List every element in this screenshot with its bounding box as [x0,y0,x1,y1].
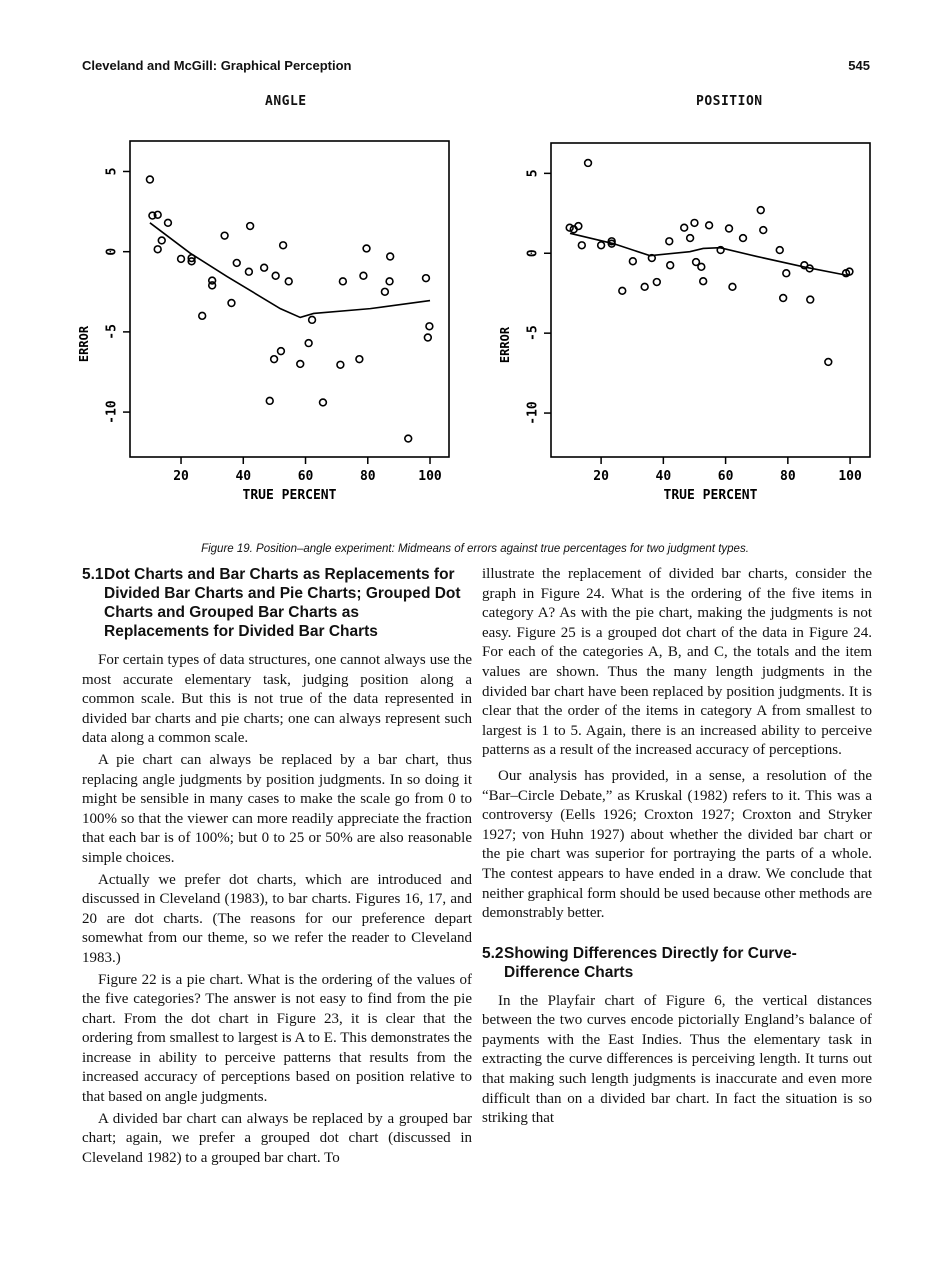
data-point [381,288,388,295]
section-heading-5-1 [82,565,472,641]
y-tick-label: 0 [525,249,541,258]
x-tick-label: 100 [838,469,862,484]
data-point [245,268,252,275]
position-chart [490,130,890,515]
data-point [687,235,694,242]
data-point [585,160,592,167]
angle-chart [60,130,460,515]
data-point [729,283,736,290]
data-point [424,334,431,341]
y-axis-label: ERROR [498,326,512,364]
data-point [363,245,370,252]
data-point [305,340,312,347]
y-tick-label: 0 [104,247,120,256]
data-point [278,348,285,355]
y-axis-label: ERROR [77,325,91,363]
data-point [261,264,268,271]
data-point [178,255,185,262]
y-tick-label: 5 [104,167,120,176]
data-point [339,278,346,285]
data-point [757,207,764,214]
data-point [154,246,161,253]
data-point [423,275,430,282]
data-point [228,300,235,307]
midmean-curve [150,223,430,318]
y-tick-label: -5 [525,325,541,341]
paragraph: Our analysis has provided, in a sense, a resolution of the “Bar–Circle Debate,” as Kruskal (1982) refers to it. This was a controversy (Eells 1926; Croxton 1927; Croxton and Stryker 1927; von Huhn 1927) about whether the divided bar chart or the pie chart was superior for portraying the parts of a whole. The contest appears to have ended in a draw. We conclude that neither graphical form should be used because other methods are demonstrably better. [482,767,872,922]
right-column [482,565,872,1129]
data-point [691,219,698,226]
running-title: Cleveland and McGill: Graphical Perception [82,58,352,73]
data-point [158,237,165,244]
data-point [356,356,363,363]
y-tick-label: -10 [525,401,541,425]
data-point [233,260,240,267]
data-point [706,222,713,229]
data-point [266,397,273,404]
left-column [82,565,472,1168]
chart-title-angle: ANGLE [265,94,307,109]
data-point [297,361,304,368]
y-tick-label: -10 [104,400,120,424]
paragraph: Figure 22 is a pie chart. What is the ordering of the values of the five categories? The answer is not easy to find from the pie chart. From the dot chart in Figure 23, it is clear that the ordering from smallest to largest is A to E. This demonstrates the increase in ability to perceive patterns that results from the increased accuracy of perceptions based on position relative to that based on angle judgments. [82,971,472,1106]
data-point [783,270,790,277]
y-tick-label: 5 [525,169,541,178]
data-point [700,278,707,285]
paragraph: Actually we prefer dot charts, which are introduced and discussed in Cleveland (1983), to bar charts. Figures 16, 17, and 20 are dot charts. (The reasons for our preference depart somewhat from our theme, so we refer the reader to Cleveland 1983.) [82,871,472,966]
data-point [309,316,316,323]
data-point [807,296,814,303]
x-tick-label: 40 [235,469,252,484]
data-point [285,278,292,285]
data-point [199,312,206,319]
data-point [578,242,585,249]
data-point [337,361,344,368]
x-axis-label: TRUE PERCENT [242,488,337,503]
y-tick-label: -5 [104,324,120,340]
data-point [780,295,787,302]
x-tick-label: 100 [418,469,442,484]
data-point [666,238,673,245]
data-point [165,219,172,226]
heading-number: 5.1 [82,566,104,583]
plot-frame [551,143,870,457]
data-point [272,272,279,279]
paragraph: A divided bar chart can always be replaced by a grouped bar chart; again, we prefer a grouped dot chart (discussed in Cleveland 1982) to a grouped bar chart. To [82,1110,472,1166]
data-point [667,262,674,269]
data-point [653,279,660,286]
data-point [280,242,287,249]
x-tick-label: 60 [717,469,734,484]
data-point [320,399,327,406]
data-point [598,242,605,249]
x-tick-label: 80 [359,469,376,484]
x-tick-label: 80 [780,469,796,484]
data-point [740,235,747,242]
x-axis-label: TRUE PERCENT [663,488,758,503]
data-point [247,223,254,230]
page-number: 545 [848,58,870,73]
heading-text: Showing Differences Directly for Curve-Difference Charts [504,944,797,981]
paragraph: For certain types of data structures, one cannot always use the most accurate elementary task, judging position along a common scale. But this is not true of the data represented in divided bar charts and pie charts; one can always represent such data along a common scale. [82,652,472,747]
data-point [221,232,228,239]
data-point [681,224,688,231]
paragraph: A pie chart can always be replaced by a bar chart, thus replacing angle judgments by position judgments. In so doing it might be sensible in many cases to make the scale go from 0 to 100% so that the viewer can more readily appreciate the fraction that each bar is of 100%; but 0 to 25 or 50% are also reasonable simple choices. [82,751,472,866]
data-point [405,435,412,442]
data-point [776,247,783,254]
data-point [825,359,832,366]
data-point [387,253,394,260]
heading-text: Dot Charts and Bar Charts as Replacements for Divided Bar Charts and Pie Charts; Grouped Dot Charts and Grouped Bar Charts as Replacements for Divided Bar Charts [104,566,461,640]
data-point [760,227,767,234]
data-point [629,258,636,265]
data-point [426,323,433,330]
paragraph: illustrate the replacement of divided bar charts, consider the graph in Figure 24. What is the ordering of the five items in category A? As with the pie chart, making the judgments is not easy. Figure 25 is a grouped dot chart of the data in Figure 24. For each of the categories A, B, and C, the totals and the item values are shown. Thus the many length judgments in the divided bar chart have been replaced by position judgments. It is clear that the order of the items in category A from smallest to largest is 1 to 5. Again, there is an increased ability to perceive patterns as a result of the increased accuracy of perceptions. [482,566,872,759]
data-point [619,287,626,294]
paragraph: In the Playfair chart of Figure 6, the vertical distances between the two curves encode pictorially England’s balance of payments with the East Indies. Thus the elementary task in extracting the curve differences is perceiving length. It turns out that making such length judgments is inaccurate and even more difficult than on a divided bar chart. In fact the situation is so striking that [482,992,872,1127]
data-point [360,272,367,279]
data-point [641,283,648,290]
data-point [209,282,216,289]
data-point [271,356,278,363]
section-heading-5-2 [482,944,872,982]
data-point [386,278,393,285]
plot-frame [130,141,449,457]
heading-number: 5.2 [482,944,504,962]
x-tick-label: 20 [173,469,189,484]
chart-title-position: POSITION [696,94,763,109]
x-tick-label: 60 [297,469,314,484]
data-point [147,176,154,183]
data-point [698,263,705,270]
x-tick-label: 40 [655,469,672,484]
figure-caption: Figure 19. Position–angle experiment: Midmeans of errors against true percentages for two judgment types. [201,543,749,555]
data-point [726,225,733,232]
x-tick-label: 20 [593,469,609,484]
